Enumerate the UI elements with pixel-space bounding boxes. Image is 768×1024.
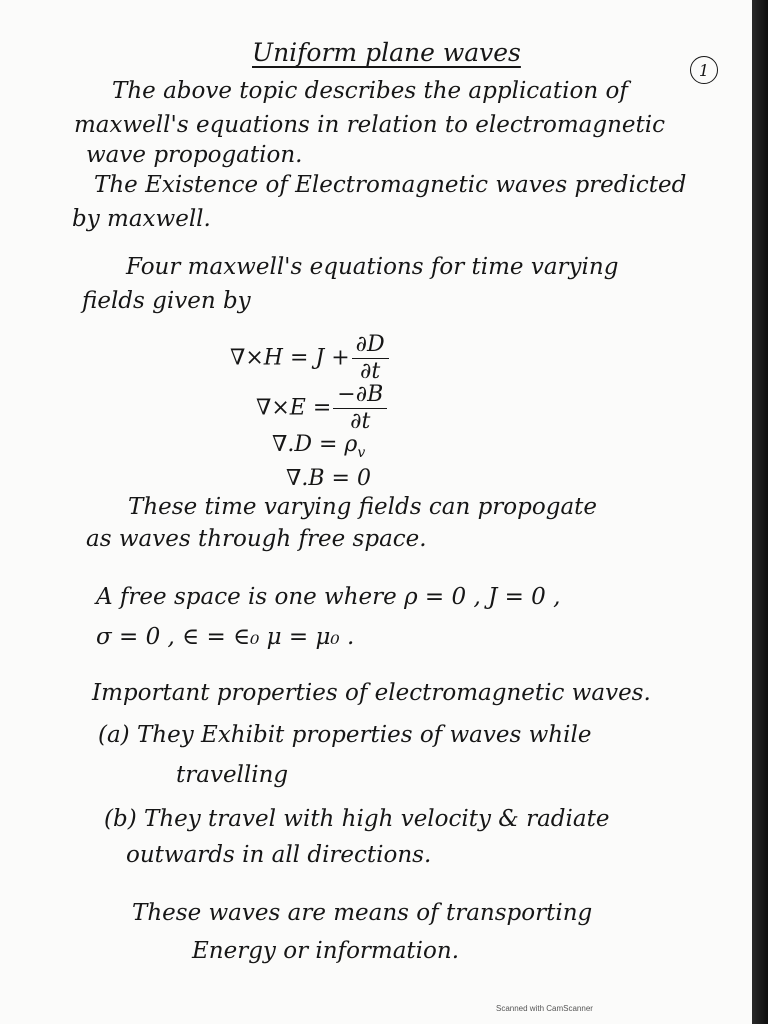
eq2-numerator: −∂B [333, 384, 387, 409]
properties-heading: Important properties of electromagnetic waves. [92, 680, 651, 706]
para4-line2: as waves through free space. [86, 526, 427, 552]
property-a-line2: travelling [176, 762, 289, 788]
free-space-line1: A free space is one where ρ = 0 , J = 0 , [96, 584, 561, 610]
eq2-lhs: ∇×E = [256, 395, 332, 421]
eq3-lhs: ∇.D = ρ [272, 432, 358, 457]
eq1-lhs: ∇×H = J + [230, 345, 350, 371]
eq1-denominator: ∂t [360, 359, 381, 384]
para2-line2: by maxwell. [72, 206, 211, 232]
property-b-line2: outwards in all directions. [126, 842, 432, 868]
para3-line1: Four maxwell's equations for time varying [126, 254, 619, 280]
equation-div-b: ∇.B = 0 [286, 466, 371, 491]
para1-line2: maxwell's equations in relation to electromagnetic [74, 112, 665, 138]
equation-div-d [272, 434, 365, 460]
eq2-denominator: ∂t [350, 409, 371, 434]
closing-line1: These waves are means of transporting [132, 900, 593, 926]
eq1-numerator: ∂D [352, 334, 389, 359]
para4-line1: These time varying fields can propogate [128, 494, 598, 520]
para1-line1: The above topic describes the application of [112, 78, 628, 104]
free-space-line2: σ = 0 , ∈ = ∈₀ μ = μ₀ . [96, 624, 355, 650]
property-b-line1: (b) They travel with high velocity & radiate [104, 806, 610, 832]
equation-curl-h [230, 334, 389, 383]
property-a-line1: (a) They Exhibit properties of waves while [98, 722, 592, 748]
scan-dark-edge [752, 0, 768, 1024]
para2-line1: The Existence of Electromagnetic waves predicted [94, 172, 687, 198]
eq1-fraction [352, 334, 389, 383]
closing-line2: Energy or information. [192, 938, 460, 964]
scanner-watermark: Scanned with CamScanner [496, 1004, 593, 1013]
page-title: Uniform plane waves [252, 38, 521, 67]
eq3-subscript: v [357, 445, 366, 461]
page-number-circle: 1 [690, 56, 718, 84]
para3-line2: fields given by [82, 288, 251, 314]
equation-curl-e [256, 384, 387, 433]
para1-line3: wave propogation. [86, 142, 303, 168]
eq2-fraction [333, 384, 387, 433]
